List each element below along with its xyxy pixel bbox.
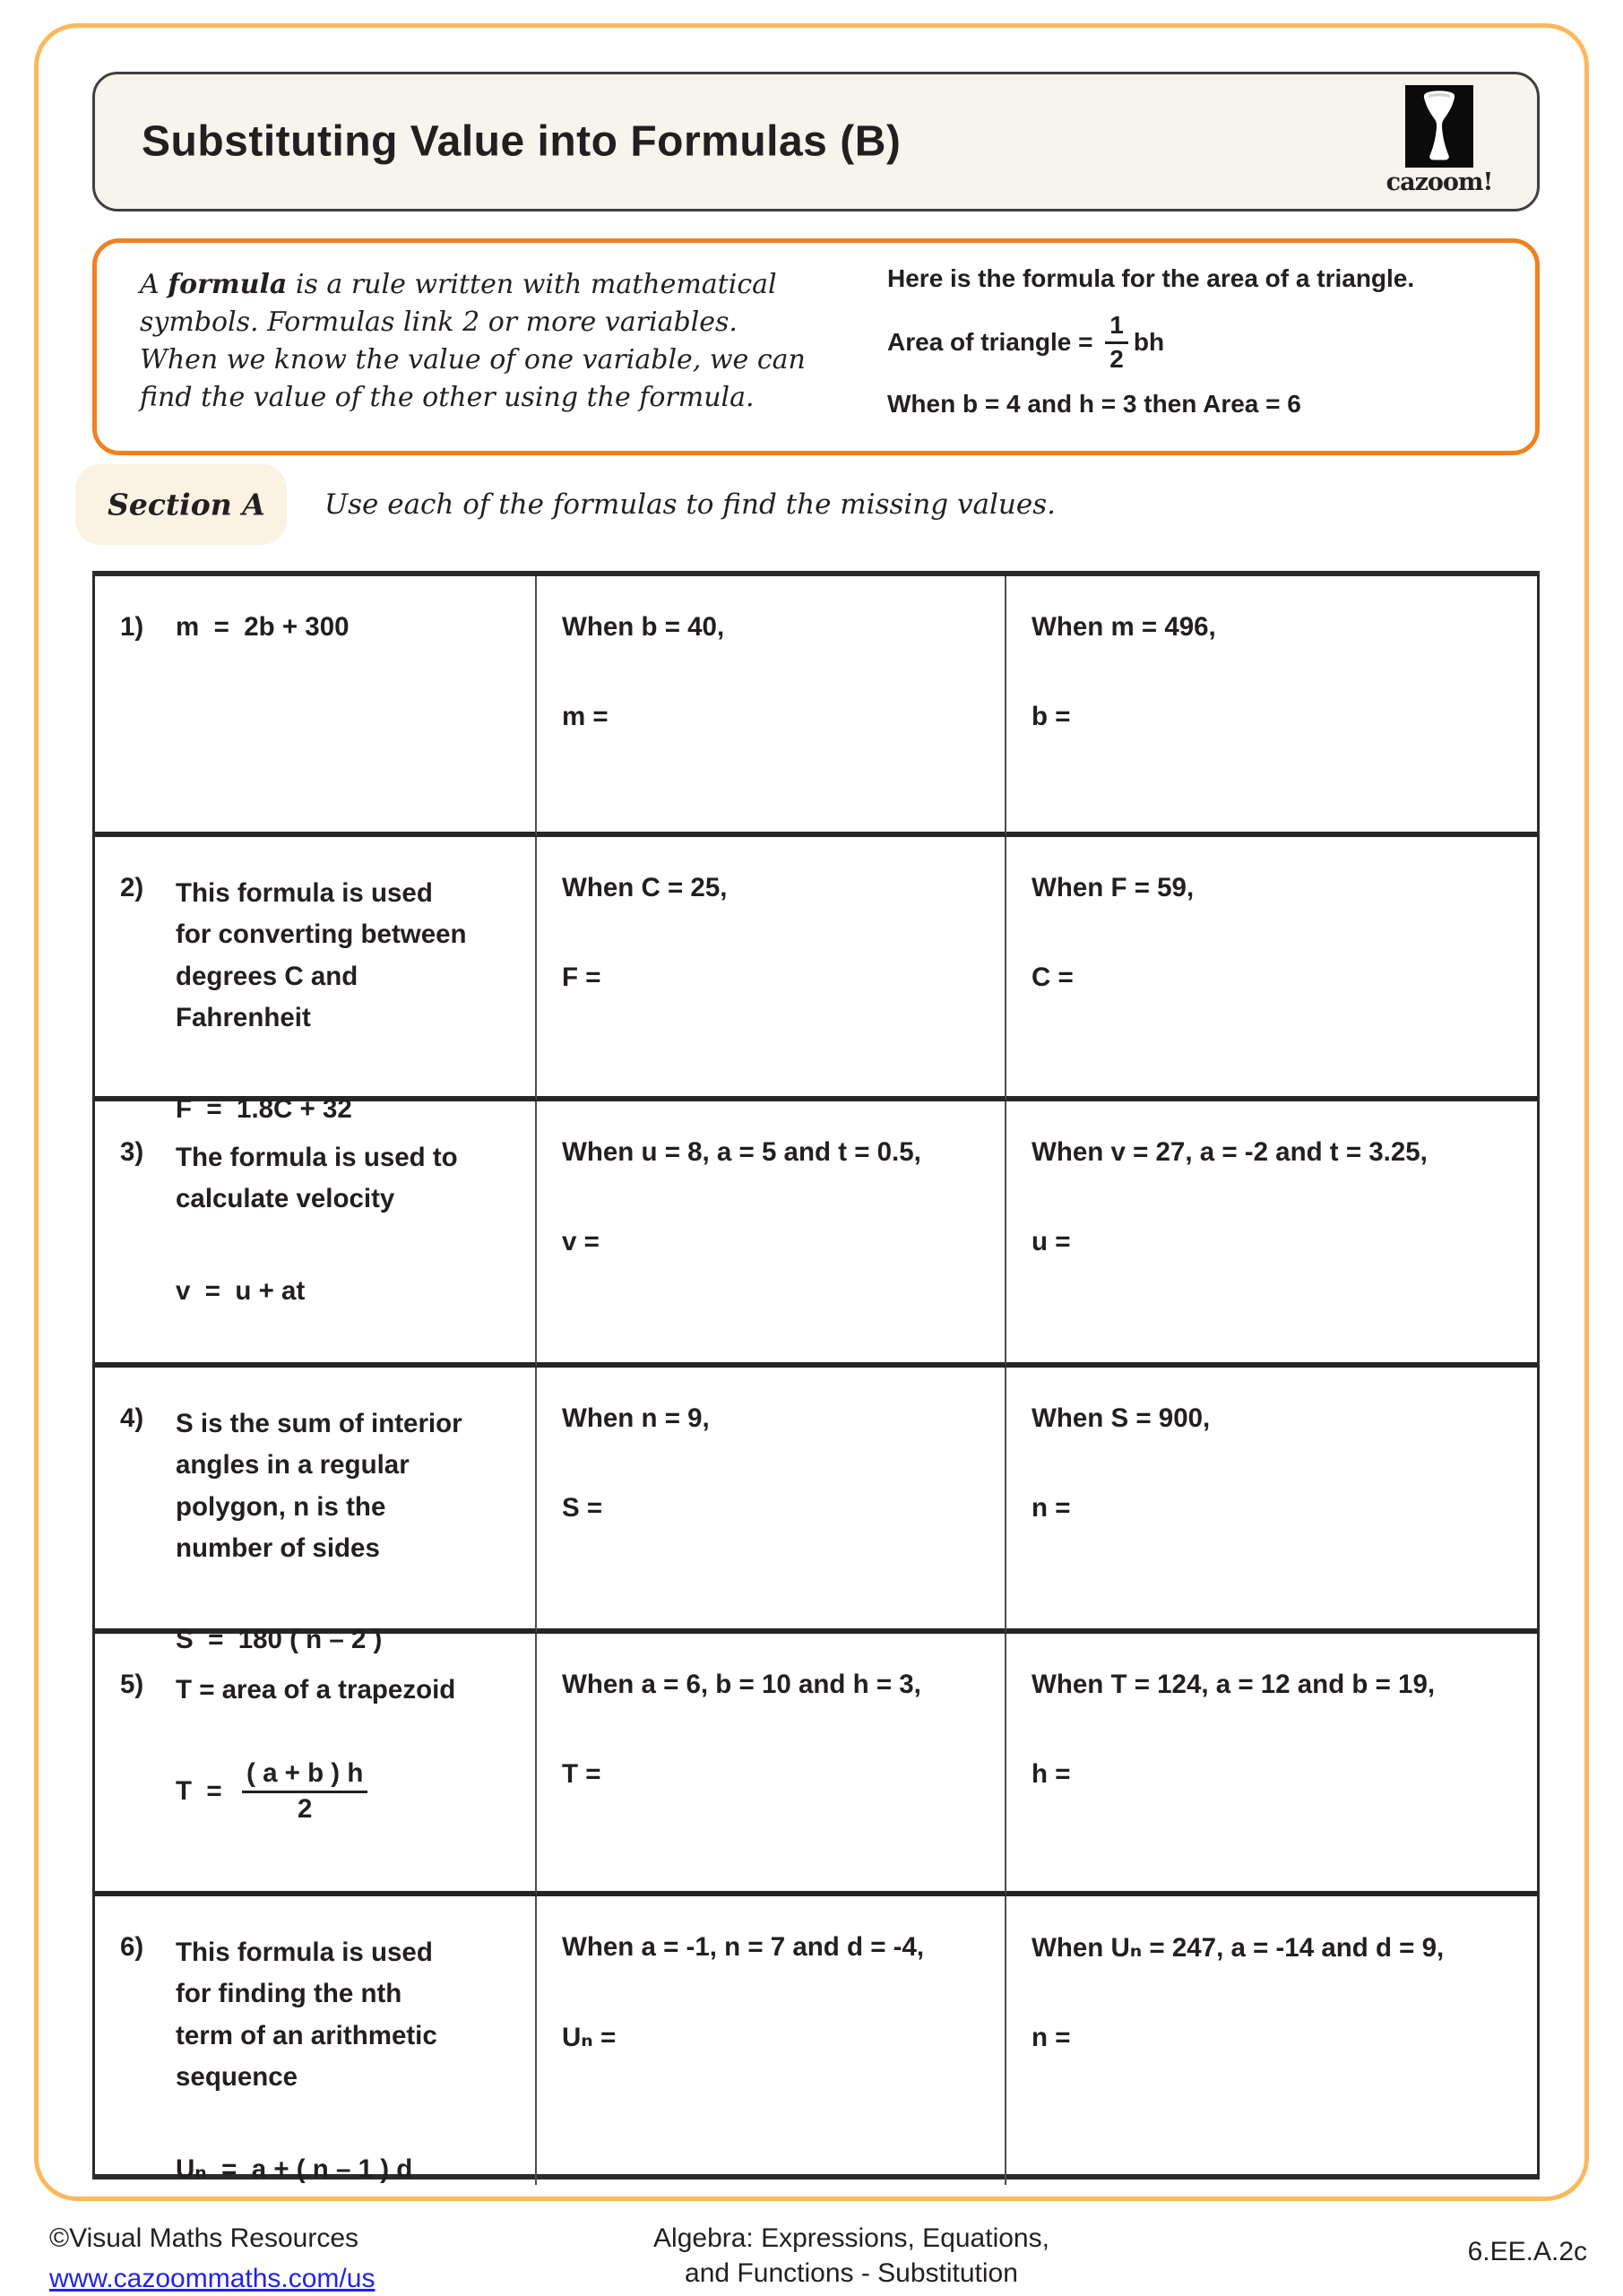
cazoom-logo (1381, 85, 1498, 196)
q2-part-a-cell (537, 837, 1006, 1101)
when-condition: When F = 59, (1032, 873, 1195, 902)
question-number: 5) (120, 1670, 144, 1699)
section-a-label: Section A (108, 487, 265, 522)
q6-description: This formula is used for finding the nth term of an arithmetic sequence (176, 1938, 437, 2092)
q5-formula-cell (95, 1634, 537, 1896)
answer-prompt[interactable]: T = (562, 1759, 601, 1789)
q5-part-b-cell (1006, 1634, 1537, 1896)
q2-formula: F = 1.8C + 32 (176, 1094, 352, 1125)
example-heading: Here is the formula for the area of a triangle. (887, 264, 1415, 292)
when-condition: When a = -1, n = 7 and d = -4, (562, 1932, 925, 1962)
answer-prompt[interactable]: C = (1032, 962, 1074, 992)
q6-formula: Uₙ = a + ( n – 1 ) d (176, 2154, 413, 2185)
answer-prompt[interactable]: Uₙ = (562, 2023, 617, 2052)
q2-description: This formula is used for converting between degrees C and Fahrenheit (176, 878, 467, 1032)
example-formula: Area of triangle = $\frac{1}{2}$ bh (887, 310, 1165, 373)
q6-part-a-cell (537, 1896, 1006, 2185)
when-condition: When b = 40, (562, 612, 725, 642)
formula-bold-word: formula (168, 269, 288, 300)
copyright-text: ©Visual Maths Resources (49, 2223, 359, 2253)
when-condition: When a = 6, b = 10 and h = 3, (562, 1670, 921, 1699)
q5-formula: T = $\frac{( a + b ) h}{2}$ (176, 1759, 512, 1824)
q5-part-a-cell (537, 1634, 1006, 1896)
formula-definition-text: A formula is a rule written with mathematical symbols. Formulas link 2 or more variables. When we know the value of one variable, we can find the value of the other using the formula. (140, 269, 806, 413)
footer-subject (493, 2221, 1210, 2291)
q2-formula-cell (95, 837, 537, 1125)
q1-part-a-cell (537, 576, 1006, 837)
answer-prompt[interactable]: u = (1032, 1227, 1071, 1256)
title-box (92, 72, 1540, 211)
q6-formula-cell (95, 1896, 537, 2185)
answer-prompt[interactable]: n = (1032, 1493, 1071, 1523)
q4-formula-cell (95, 1368, 537, 1655)
questions-table (92, 571, 1540, 2185)
q3-description: The formula is used to calculate velocity (176, 1143, 458, 1214)
answer-prompt[interactable]: S = (562, 1493, 603, 1523)
section-a-instruction: Use each of the formulas to find the missing values. (324, 488, 1056, 521)
fraction-one-half: $\frac{1}{2}$ (1105, 312, 1128, 374)
when-condition: When m = 496, (1032, 612, 1216, 642)
footer-attribution (49, 2221, 375, 2296)
answer-prompt[interactable]: n = (1032, 2023, 1071, 2052)
q1-part-b-cell (1006, 576, 1537, 837)
q3-formula: v = u + at (176, 1275, 306, 1306)
logo-wordmark: cazoom! (1386, 168, 1493, 196)
example-when-line: When b = 4 and h = 3 then Area = 6 (887, 390, 1301, 418)
answer-prompt[interactable]: b = (1032, 702, 1071, 731)
when-condition: When S = 900, (1032, 1403, 1211, 1433)
answer-prompt[interactable]: F = (562, 962, 601, 992)
q1-formula: m = 2b + 300 (176, 612, 350, 642)
answer-prompt[interactable]: v = (562, 1227, 600, 1256)
q4-formula: S = 180 ( n – 2 ) (176, 1625, 383, 1655)
when-condition: When C = 25, (562, 873, 728, 902)
when-condition: When n = 9, (562, 1403, 710, 1433)
question-number: 1) (120, 612, 144, 642)
triangle-area-example (887, 264, 1532, 419)
q2-part-b-cell (1006, 837, 1537, 1101)
q5-description: T = area of a trapezoid (176, 1675, 456, 1705)
question-number: 3) (120, 1137, 144, 1167)
question-number: 4) (120, 1403, 144, 1433)
subject-line-2: and Functions - Substitution (685, 2258, 1018, 2288)
section-a-badge (75, 464, 287, 545)
q3-part-b-cell (1006, 1101, 1537, 1368)
question-number: 6) (120, 1932, 144, 1962)
q3-part-a-cell (537, 1101, 1006, 1368)
when-condition: When T = 124, a = 12 and b = 19, (1032, 1670, 1436, 1699)
when-condition: When Uₙ = 247, a = -14 and d = 9, (1032, 1933, 1445, 1963)
intro-box (92, 238, 1540, 455)
q4-description: S is the sum of interior angles in a regular polygon, n is the number of sides (176, 1409, 462, 1563)
fraction-trapezoid: $\frac{( a + b ) h}{2}$ (242, 1759, 367, 1824)
answer-prompt[interactable]: m = (562, 702, 609, 731)
answer-prompt[interactable]: h = (1032, 1759, 1071, 1789)
q4-part-b-cell (1006, 1368, 1537, 1634)
q1-formula-cell (95, 576, 537, 837)
subject-line-1: Algebra: Expressions, Equations, (653, 2223, 1049, 2253)
when-condition: When u = 8, a = 5 and t = 0.5, (562, 1137, 921, 1167)
page-title: Substituting Value into Formulas (B) (142, 117, 902, 166)
q4-part-a-cell (537, 1368, 1006, 1634)
standard-code: 6.EE.A.2c (1467, 2237, 1587, 2266)
cazoommaths-link[interactable]: www.cazoommaths.com/us (49, 2264, 376, 2293)
q3-formula-cell (95, 1101, 537, 1368)
q6-part-b-cell (1006, 1896, 1537, 2185)
djembe-drum-icon (1405, 85, 1473, 168)
question-number: 2) (120, 873, 144, 902)
when-condition: When v = 27, a = -2 and t = 3.25, (1032, 1137, 1428, 1167)
